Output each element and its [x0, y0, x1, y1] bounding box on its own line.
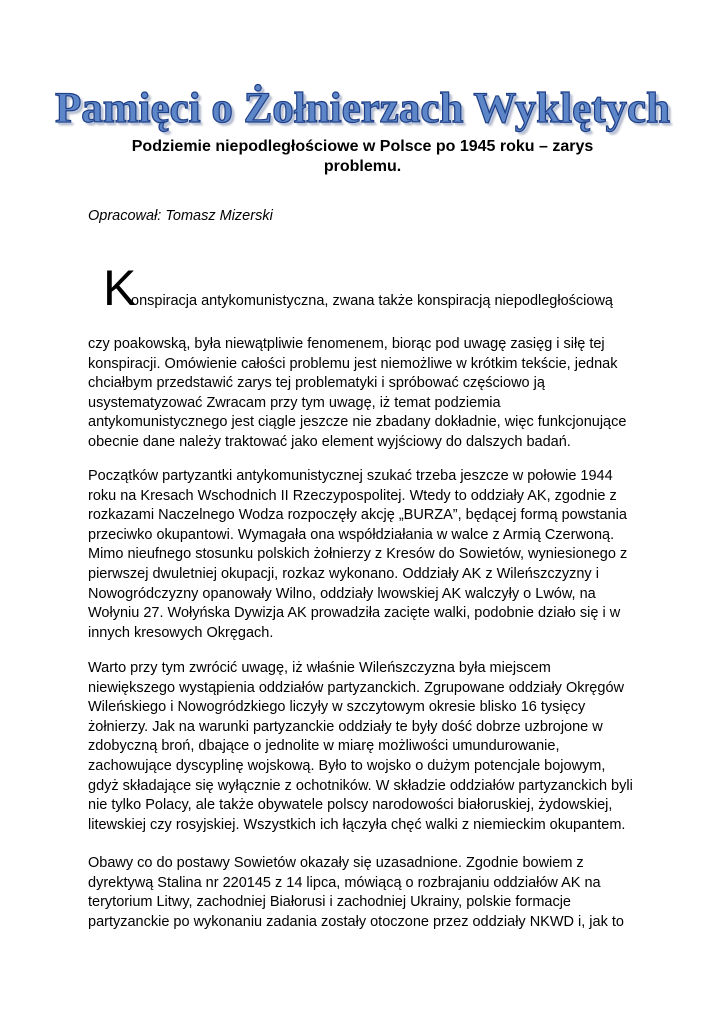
text-line: innych kresowych Okręgach.: [88, 624, 274, 641]
text-line: chciałbym przedstawić zarys tej problematyki i spróbować częściowo ją: [88, 375, 545, 392]
paragraph-3: [88, 659, 648, 835]
text-line: usystematyzować Zwracam przy tym uwagę, iż temat podziemia: [88, 394, 501, 411]
text-line: rozkazami Naczelnego Wodza rozpoczęły akcję „BURZA”, będącej formą powstania: [88, 507, 627, 524]
document-subtitle: [100, 137, 625, 177]
text-line: czy poakowską, była niewątpliwie fenomenem, biorąc pod uwagę zasięg i siłę tej: [88, 336, 605, 352]
opening-line: [88, 262, 648, 322]
text-line: gdyż składające się wyłącznie z ochotników. W składzie oddziałów partyzanckich byli: [88, 777, 633, 794]
text-line: terytorium Litwy, zachodniej Białorusi i zachodniej Ukrainy, polskie formacje: [88, 894, 571, 911]
text-line: konspiracji. Omówienie całości problemu jest niemożliwe w krótkim tekście, jednak: [88, 355, 618, 372]
subtitle-line: Podziemie niepodległościowe w Polsce po 1945 roku – zarys: [131, 138, 594, 155]
author-line: Opracował: Tomasz Mizerski: [88, 208, 273, 224]
text-line: nie tylko Polacy, ale także obywatele polscy narodowości białoruskiej, żydowskiej,: [88, 797, 613, 814]
text-line: Obawy co do postawy Sowietów okazały się uzasadnione. Zgodnie bowiem z: [88, 855, 584, 871]
paragraph-2: [88, 467, 648, 643]
text-line: zdobyczną broń, dbające o jednolite w miarę możliwości umundurowanie,: [88, 738, 560, 755]
text-line: Nowogródczyzny opanowały Wilno, oddziały lwowskiej AK walczyły o Lwów, na: [88, 585, 596, 602]
text-line: Warto przy tym zwrócić uwagę, iż właśnie Wileńszczyzna była miejscem: [88, 660, 551, 676]
paragraph-1: [88, 335, 648, 453]
text-line: żołnierzy. Jak na warunki partyzanckie oddziały te były dość dobrze uzbrojone w: [88, 718, 603, 735]
text-line: Mimo nieufnego stosunku polskich żołnierzy z Kresów do Sowietów, wyniesionego z: [88, 546, 628, 563]
text-line: Początków partyzantki antykomunistycznej szukać trzeba jeszcze w połowie 1944: [88, 468, 613, 484]
page-title: Pamięci o Żołnierzach Wyklętych: [54, 85, 671, 132]
text-line: obecnie dane należy traktować jako element wyjściowy do dalszych badań.: [88, 433, 571, 450]
text-line: antykomunistycznego jest ciągle jeszcze nie zbadany dokładnie, więc funkcjonujące: [88, 414, 627, 431]
text-line: Wołyniu 27. Wołyńska Dywizja AK prowadziła zacięte walki, podobnie działo się i w: [88, 605, 621, 622]
text-line: pierwszej dwuletniej okupacji, rozkaz wykonano. Oddziały AK z Wileńszczyzny i: [88, 565, 599, 582]
drop-cap-letter: K: [103, 260, 137, 316]
text-line: partyzanckie po wykonaniu zadania zostały otoczone przez oddziały NKWD i, jak to: [88, 913, 624, 930]
text-line: niewiększego wystąpienia oddziałów partyzanckich. Zgrupowane oddziały Okręgów: [88, 679, 624, 696]
paragraph-4: [88, 854, 648, 932]
text-line: zachowujące dyscyplinę wojskową. Było to wojsko o dużym potencjale bojowym,: [88, 757, 606, 774]
text-line: roku na Kresach Wschodnich II Rzeczypospolitej. Wtedy to oddziały AK, zgodnie z: [88, 487, 617, 504]
text-line: Wileńskiego i Nowogródzkiego liczyły w szczytowym okresie blisko 16 tysięcy: [88, 699, 586, 716]
text-line: przeciwko okupantowi. Wymagała ona współdziałania w walce z Armią Czerwoną.: [88, 526, 615, 543]
subtitle-line: problemu.: [323, 158, 402, 175]
text-line: litewskiej czy rosyjskiej. Wszystkich ich łączyła chęć walki z niemieckim okupantem.: [88, 816, 626, 833]
text-line: dyrektywą Stalina nr 220145 z 14 lipca, mówiącą o rozbrajaniu oddziałów AK na: [88, 874, 601, 891]
opening-line-text: onspiracja antykomunistyczna, zwana także konspiracją niepodległościową: [131, 293, 613, 309]
